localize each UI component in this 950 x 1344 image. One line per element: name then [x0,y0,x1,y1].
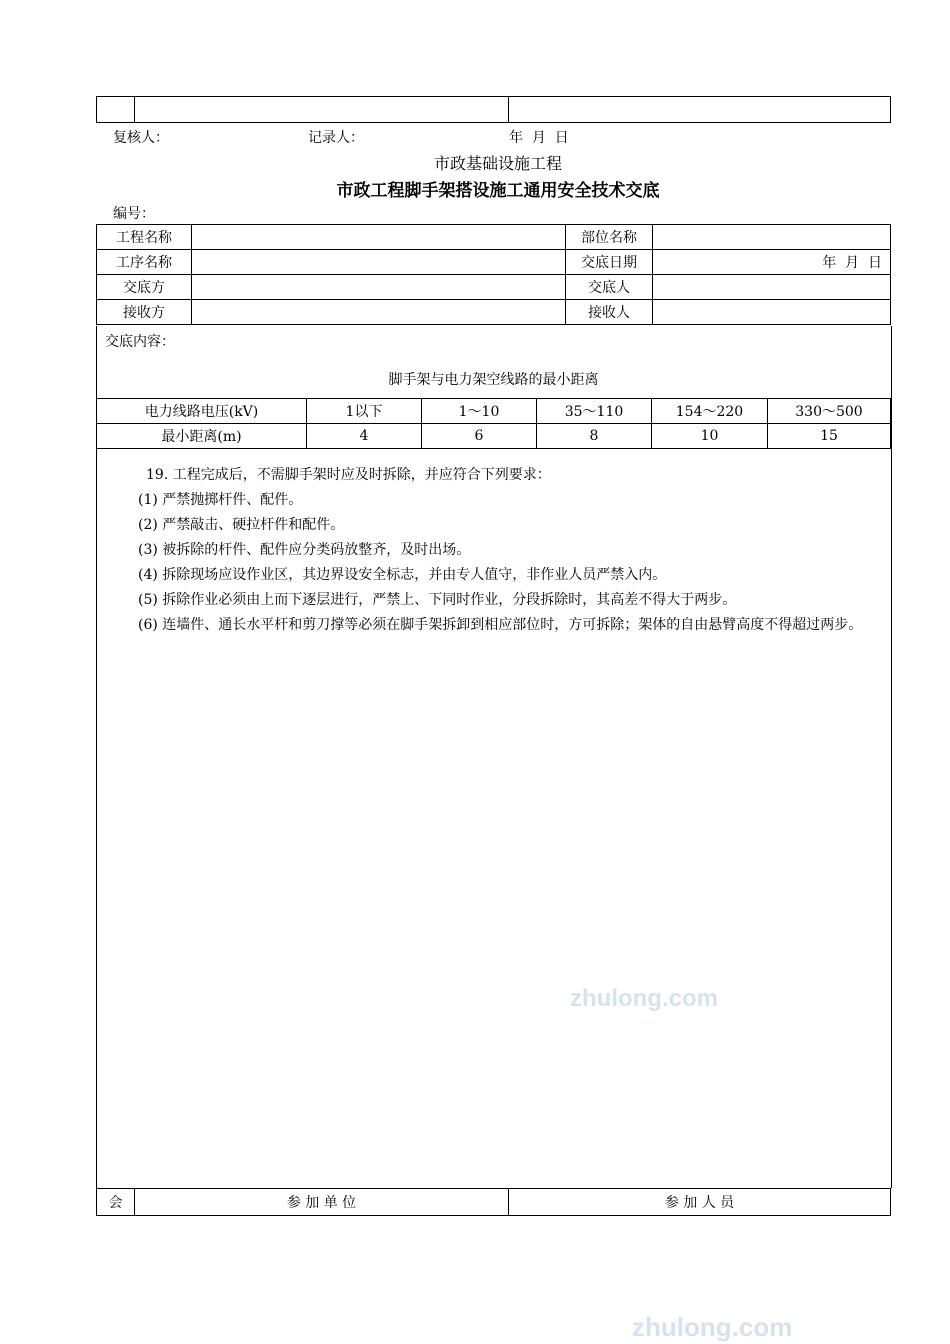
paragraph-6: (6) 连墙件、通长水平杆和剪刀撑等必须在脚手架拆卸到相应部位时，方可拆除；架体的自由悬臂高度不得超过两步。 [138,617,863,633]
top-table [96,96,891,123]
requirements-list [106,463,882,638]
voltage-1: 1以下 [307,399,422,424]
paragraph-2: (2) 严禁敲击、硬拉杆件和配件。 [138,517,345,533]
sign-date: 年 月 日 [509,130,569,146]
process-name-label: 工序名称 [97,250,192,275]
briefer-person-label: 交底人 [566,275,653,300]
participants-table [96,1188,891,1216]
distance-table-title: 脚手架与电力架空线路的最小距离 [388,372,599,388]
page-title: 市政工程脚手架搭设施工通用安全技术交底 [336,181,660,201]
distance-table [96,398,891,449]
voltage-2: 1～10 [422,399,537,424]
process-name-value [192,250,566,275]
receiver-side-value [192,300,566,325]
paragraph-5: (5) 拆除作业必须由上而下逐层进行，严禁上、下同时作业，分段拆除时，其高差不得大于两步。 [138,592,737,608]
distance-5: 15 [768,424,891,449]
paragraph-19: 19. 工程完成后，不需脚手架时应及时拆除，并应符合下列要求： [146,467,551,483]
distance-4: 10 [652,424,768,449]
meeting-cell: 会 [97,1189,135,1216]
briefer-side-label: 交底方 [97,275,192,300]
date-value: 年 月 日 [653,250,891,275]
top-cell-1 [97,97,135,123]
watermark-bottom: zhulong.com [632,1312,793,1342]
voltage-header: 电力线路电压(kV) [97,399,307,424]
part-name-label: 部位名称 [566,225,653,250]
top-cell-3 [509,97,891,123]
distance-header: 最小距离(m) [97,424,307,449]
receiver-person-label: 接收人 [566,300,653,325]
part-name-value [653,225,891,250]
voltage-5: 330～500 [768,399,891,424]
top-cell-2 [135,97,509,123]
receiver-person-value [653,300,891,325]
project-name-label: 工程名称 [97,225,192,250]
number-label: 编号： [113,206,155,222]
content-box [96,326,892,1188]
paragraph-1: (1) 严禁抛掷杆件、配件。 [138,492,303,508]
briefer-side-value [192,275,566,300]
distance-3: 8 [537,424,652,449]
distance-1: 4 [307,424,422,449]
voltage-3: 35～110 [537,399,652,424]
content-label: 交底内容： [105,334,175,350]
project-name-value [192,225,566,250]
watermark-mid: zhulong.com [570,985,718,1012]
people-header: 参 加 人 员 [509,1189,891,1216]
subtitle: 市政基础设施工程 [433,154,562,173]
recorder-label: 记录人： [308,130,364,146]
paragraph-4: (4) 拆除现场应设作业区，其边界设安全标志，并由专人值守，非作业人员严禁入内。 [138,567,667,583]
receiver-side-label: 接收方 [97,300,192,325]
units-header: 参 加 单 位 [135,1189,509,1216]
distance-2: 6 [422,424,537,449]
briefer-person-value [653,275,891,300]
info-table [96,224,891,325]
paragraph-3: (3) 被拆除的杆件、配件应分类码放整齐，及时出场。 [138,542,471,558]
voltage-4: 154～220 [652,399,768,424]
date-label: 交底日期 [566,250,653,275]
reviewer-label: 复核人： [113,130,169,146]
